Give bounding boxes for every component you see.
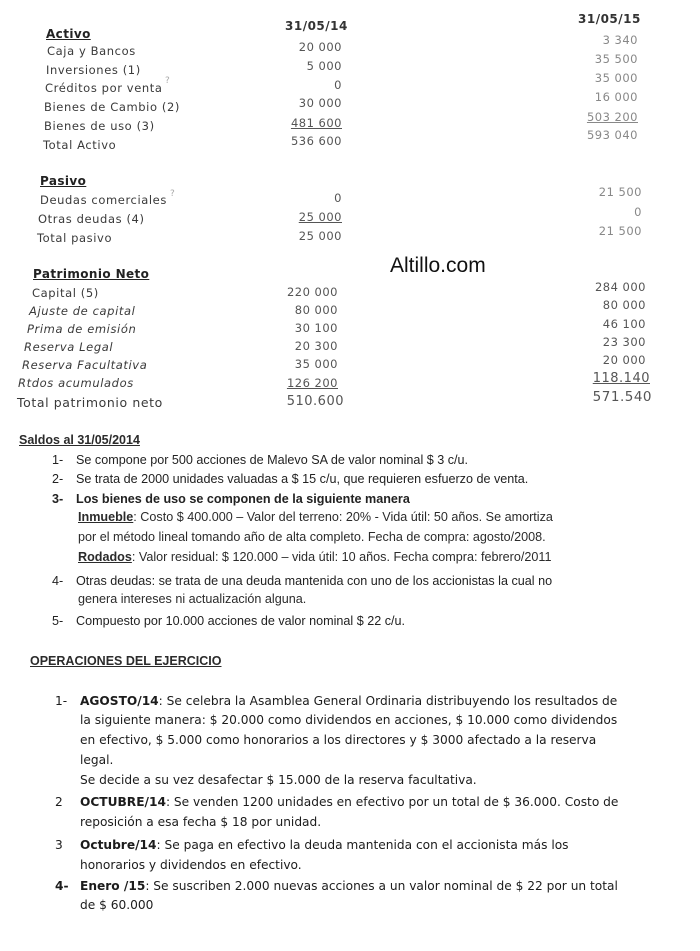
note-text: Se trata de 2000 unidades valuadas a $ 15 c/u, que requieren esfuerzo de venta. bbox=[76, 472, 529, 486]
patrimonio-row-v1: 80 000 bbox=[294, 303, 338, 317]
date-col1: 31/05/14 bbox=[285, 19, 348, 33]
operation-line: de $ 60.000 bbox=[80, 898, 154, 912]
operation-line: Se decide a su vez desafectar $ 15.000 de la reserva facultativa. bbox=[80, 773, 477, 787]
operation-date: AGOSTO/14 bbox=[80, 694, 159, 708]
activo-total-label: Total Activo bbox=[43, 138, 117, 152]
pasivo-row-v2: 0 bbox=[634, 205, 642, 219]
operation-line: la siguiente manera: $ 20.000 como dividendos en acciones, $ 10.000 como dividendos bbox=[80, 713, 618, 727]
note-number: 4- bbox=[52, 574, 64, 588]
patrimonio-row-v1: 220 000 bbox=[286, 285, 338, 299]
activo-row-label: Caja y Bancos bbox=[47, 44, 136, 58]
operation-line: en efectivo, $ 5.000 como honorarios a los directores y $ 3000 afectado a la reserva bbox=[80, 733, 597, 747]
note-text: Compuesto por 10.000 acciones de valor nominal $ 22 c/u. bbox=[76, 614, 406, 628]
pasivo-row-v2: 21 500 bbox=[598, 185, 642, 199]
patrimonio-row-label: Rtdos acumulados bbox=[18, 376, 134, 390]
question-mark: ? bbox=[165, 76, 170, 86]
inmueble-text-cont: por el método lineal tomando año de alta completo. Fecha de compra: agosto/2008. bbox=[78, 530, 546, 544]
note-text: Otras deudas: se trata de una deuda mantenida con uno de los accionistas la cual no bbox=[76, 574, 553, 588]
operation-date: OCTUBRE/14 bbox=[80, 795, 166, 809]
operation-number: 4- bbox=[55, 879, 69, 893]
activo-row-v1: 0 bbox=[334, 78, 342, 92]
pasivo-heading: Pasivo bbox=[40, 174, 87, 188]
operation-line: legal. bbox=[80, 753, 114, 767]
inmueble-label: Inmueble bbox=[78, 510, 134, 524]
patrimonio-row-v1: 35 000 bbox=[294, 357, 338, 371]
operation-line bbox=[80, 877, 618, 896]
patrimonio-row-v1: 30 100 bbox=[294, 321, 338, 335]
activo-total-v1: 536 600 bbox=[290, 134, 342, 148]
question-mark: ? bbox=[170, 189, 175, 199]
note-number: 3- bbox=[52, 492, 64, 506]
activo-row-label: Bienes de Cambio (2) bbox=[44, 100, 180, 114]
activo-row-v1: 30 000 bbox=[298, 96, 342, 110]
note-text: Los bienes de uso se componen de la siguiente manera bbox=[76, 492, 410, 506]
pasivo-row-label: Otras deudas (4) bbox=[38, 212, 145, 226]
patrimonio-row-label: Reserva Legal bbox=[24, 340, 114, 354]
patrimonio-row-v1: 20 300 bbox=[294, 339, 338, 353]
pasivo-total-v1: 25 000 bbox=[298, 229, 342, 243]
operations-heading: OPERACIONES DEL EJERCICIO bbox=[30, 654, 222, 668]
activo-heading: Activo bbox=[46, 27, 91, 41]
notes-heading: Saldos al 31/05/2014 bbox=[19, 433, 140, 447]
patrimonio-row-v2: 20 000 bbox=[602, 353, 646, 367]
operation-date: Octubre/14 bbox=[80, 838, 157, 852]
operation-number: 3 bbox=[55, 838, 63, 852]
operation-line bbox=[80, 793, 618, 812]
note-text: Se compone por 500 acciones de Malevo SA de valor nominal $ 3 c/u. bbox=[76, 453, 469, 467]
patrimonio-row-v2: 284 000 bbox=[594, 280, 646, 294]
patrimonio-row-label: Ajuste de capital bbox=[29, 304, 136, 318]
operation-number: 2 bbox=[55, 795, 63, 809]
patrimonio-row-v2: 118.140 bbox=[592, 371, 650, 386]
pasivo-row-v1: 25 000 bbox=[298, 210, 342, 224]
operation-line: honorarios y dividendos en efectivo. bbox=[80, 858, 302, 872]
activo-row-label: Inversiones (1) bbox=[46, 63, 141, 77]
activo-row-label: Créditos por venta bbox=[45, 81, 163, 95]
patrimonio-row-label: Prima de emisión bbox=[27, 322, 137, 336]
pasivo-total-v2: 21 500 bbox=[598, 224, 642, 238]
activo-row-v2: 35 000 bbox=[594, 71, 638, 85]
rodados-label: Rodados bbox=[78, 550, 132, 564]
operation-text: : Se celebra la Asamblea General Ordinaria distribuyendo los resultados de bbox=[158, 694, 618, 708]
inmueble-text: : Costo $ 400.000 – Valor del terreno: 20% - Vida útil: 50 años. Se amortiza bbox=[133, 510, 553, 524]
activo-row-v2: 35 500 bbox=[594, 52, 638, 66]
operation-line bbox=[80, 692, 617, 711]
note-text-cont: genera intereses ni actualización alguna. bbox=[78, 592, 307, 606]
note-number: 5- bbox=[52, 614, 64, 628]
pasivo-row-label: Deudas comerciales bbox=[40, 193, 167, 207]
watermark-text: Altillo.com bbox=[390, 254, 486, 277]
rodados-text: : Valor residual: $ 120.000 – vida útil: 10 años. Fecha compra: febrero/2011 bbox=[131, 550, 552, 564]
patrimonio-row-v2: 46 100 bbox=[602, 317, 646, 331]
activo-row-label: Bienes de uso (3) bbox=[44, 119, 155, 133]
activo-row-v1: 481 600 bbox=[290, 116, 342, 130]
activo-row-v1: 20 000 bbox=[298, 40, 342, 54]
operation-line: reposición a esa fecha $ 18 por unidad. bbox=[80, 815, 322, 829]
patrimonio-row-v1: 126 200 bbox=[286, 376, 338, 390]
operation-text: : Se venden 1200 unidades en efectivo por un total de $ 36.000. Costo de bbox=[165, 795, 619, 809]
note-number: 2- bbox=[52, 472, 64, 486]
patrimonio-heading: Patrimonio Neto bbox=[33, 267, 150, 281]
operation-line bbox=[80, 836, 569, 855]
operation-text: : Se suscriben 2.000 nuevas acciones a un valor nominal de $ 22 por un total bbox=[145, 879, 618, 893]
operation-date: Enero /15 bbox=[80, 879, 146, 893]
patrimonio-row-label: Capital (5) bbox=[32, 286, 99, 300]
pasivo-row-v1: 0 bbox=[334, 191, 342, 205]
activo-row-v2: 3 340 bbox=[602, 33, 638, 47]
patrimonio-total-v2: 571.540 bbox=[592, 389, 652, 405]
activo-row-v1: 5 000 bbox=[306, 59, 342, 73]
patrimonio-total-label: Total patrimonio neto bbox=[17, 395, 163, 410]
note-3-inmueble bbox=[78, 510, 553, 524]
activo-row-v2: 16 000 bbox=[594, 90, 638, 104]
activo-row-v2: 503 200 bbox=[586, 110, 638, 124]
activo-total-v2: 593 040 bbox=[586, 128, 638, 142]
pasivo-total-label: Total pasivo bbox=[37, 231, 113, 245]
note-4-cont bbox=[78, 592, 306, 606]
patrimonio-row-v2: 80 000 bbox=[602, 298, 646, 312]
patrimonio-row-label: Reserva Facultativa bbox=[22, 358, 148, 372]
patrimonio-row-v2: 23 300 bbox=[602, 335, 646, 349]
note-3-rodados bbox=[78, 550, 551, 564]
patrimonio-total-v1: 510.600 bbox=[286, 394, 344, 409]
date-col2: 31/05/15 bbox=[578, 12, 641, 26]
operation-text: : Se paga en efectivo la deuda mantenida con el accionista más los bbox=[156, 838, 569, 852]
note-3-inmueble-cont bbox=[78, 530, 546, 544]
note-number: 1- bbox=[52, 453, 64, 467]
operation-number: 1- bbox=[55, 694, 68, 708]
